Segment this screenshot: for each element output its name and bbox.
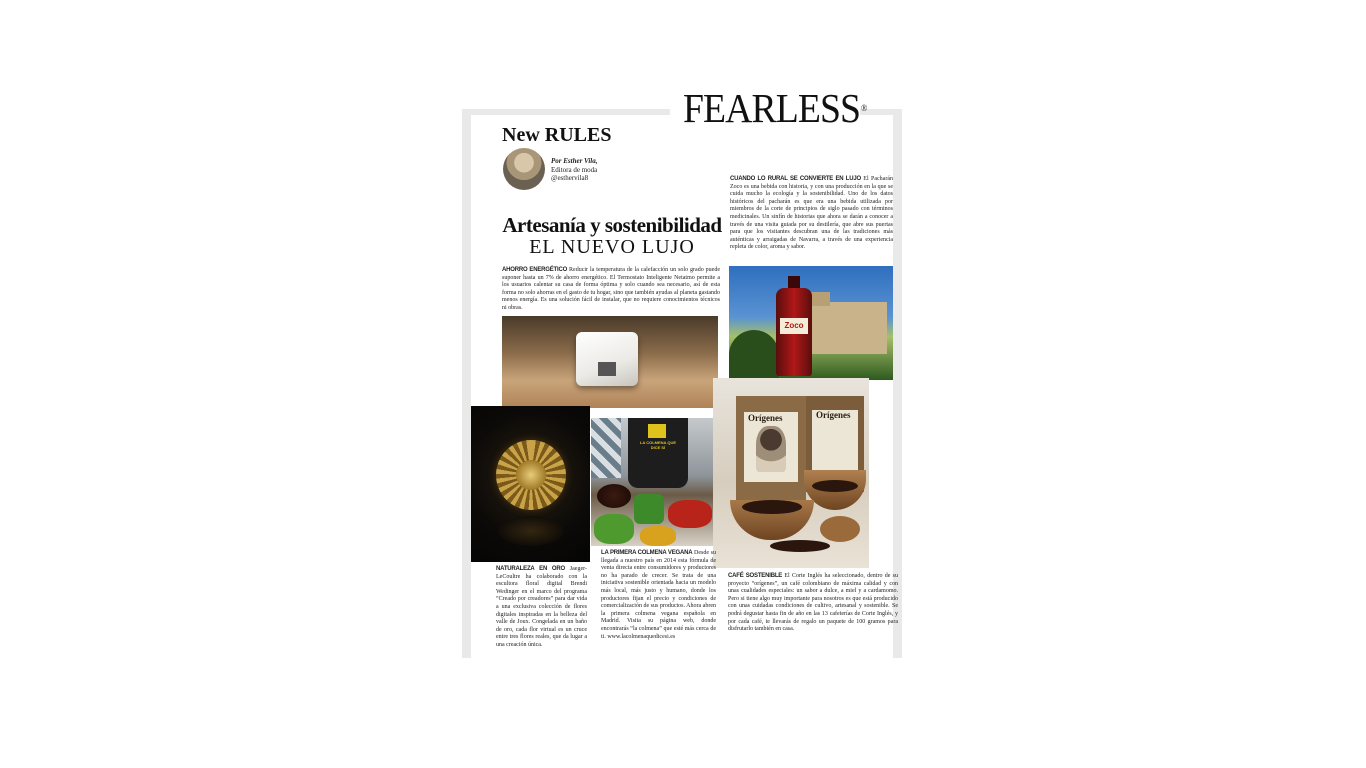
coffee-bag-portrait <box>756 426 786 472</box>
beans-bowl <box>597 484 631 508</box>
coffee-bag-back-title: Orígenes <box>816 410 851 420</box>
article-lead: CAFÉ SOSTENIBLE <box>728 573 783 579</box>
article-cafe <box>728 573 898 634</box>
article-rural <box>730 176 893 252</box>
magazine-masthead: FEARLESS® <box>683 85 867 131</box>
headline-subtitle: EL NUEVO LUJO <box>529 236 695 258</box>
headline: Artesanía y sostenibilidad <box>502 213 722 237</box>
tile-wall <box>591 418 621 478</box>
thermostat-device <box>576 332 638 386</box>
registered-mark: ® <box>861 103 867 113</box>
article-lead: CUANDO LO RURAL SE CONVIERTE EN LUJO <box>730 176 861 182</box>
tomatoes <box>668 500 712 528</box>
trees <box>729 330 779 380</box>
article-lead: LA PRIMERA COLMENA VEGANA <box>601 550 693 556</box>
section-title: New RULES <box>502 124 612 146</box>
lettuce <box>594 514 634 544</box>
peppers <box>640 526 676 546</box>
article-body: El Corte Inglés ha seleccionado, dentro de su proyecto “orígenes”, un café colombiano de máxima calidad y con unas cualidades especiales: un sabor a dulce, a miel y a cardamomo. Pero si tiene algo muy importante para nosotros es que está producido con unas cuidadas condiciones de cultivo, artesanal y sostenible. Se podrá degustar hasta fin de año en las 13 cafeterías de Corte Inglés, y por cada café, te llevarás de regalo un paquete de 100 gramos para disfrutarlo también en casa. <box>728 573 898 633</box>
apron-text: LA COLMENA QUE DICE SÍ <box>639 440 677 450</box>
scattered-beans <box>770 540 830 552</box>
greens <box>634 494 664 524</box>
author-role: Editora de moda <box>551 165 598 174</box>
article-lead: AHORRO ENERGÉTICO <box>502 267 568 273</box>
article-lead: NATURALEZA EN ORO <box>496 566 565 572</box>
author-handle: @esthervila8 <box>551 174 589 182</box>
flower-core <box>516 460 546 490</box>
author-name: Por Esther Vila, <box>551 157 598 165</box>
coffee-bag-front-title: Orígenes <box>748 413 783 423</box>
article-body: Jaeger-LeCoultre ha colaborado con la escultora floral digital Brendi Wedinger en el marco del programa “Creado por creadores” para dar vida a una exclusiva colección de flores digitales inspiradas en la belleza del valle de Joux. Congelada en un baño de oro, cada flor virtual es un cruce entre tres flores reales, que da lugar a una creación única. <box>496 566 587 648</box>
article-body: Reducir la temperatura de la calefacción un solo grado puede suponer hasta un 7% de ahorro energético. El Termostato Inteligente Netatmo permite a los usuarios calentar su casa de forma óptima y solo cuando sea necesario, así de esta forma no solo ahorras en el gasto de tu hogar, sino que también ayudas al planeta gastando menos energía. Es una solución fácil de instalar, que no requiere conocimientos técnicos ni obras. <box>502 267 721 311</box>
article-colmena <box>601 550 716 641</box>
bottle-label: Zoco <box>780 318 808 334</box>
author-avatar <box>503 148 545 190</box>
coffee-beans-left <box>742 500 802 514</box>
apron-logo <box>648 424 666 438</box>
article-ahorro <box>502 267 720 313</box>
article-oro <box>496 566 587 650</box>
coffee-beans-right <box>812 480 858 492</box>
article-body: Desde su llegada a nuestro país en 2014 esta fórmula de venta directa entre consumidores y productores no ha parado de crecer. Se trata de una iniciativa sostenible orientada hacia un modelo más local, más justo y humano, donde los productores fijan el precio y condiciones de comercialización de sus productos. Ahora abren la primera colmena vegana española en Madrid. Visita su página web, donde encontrarás “la colmena” que esté más cerca de ti. www.lacolmenaquedicesi.es <box>601 550 716 640</box>
thermostat-display <box>598 362 616 376</box>
flower-reflection <box>498 516 564 546</box>
article-body: El Pacharán Zoco es una bebida con historia, y con una producción en la que se cuida mucho la ecología y la sostenibilidad. Uno de los datos históricos del pacharán es que era una bebida utilizada por miembros de la corte de principios de siglo pasado con términos medicinales. Un sinfín de historias que ahora se darán a conocer a través de una visita guiada por su destilería, que abre sus puertas para que los visitantes descubran una de las tradiciones más auténticas y arraigadas de Navarra, a través de una experiencia repleta de color, aroma y sabor. <box>730 176 893 251</box>
wooden-scoop <box>820 516 860 542</box>
byline <box>551 157 597 183</box>
